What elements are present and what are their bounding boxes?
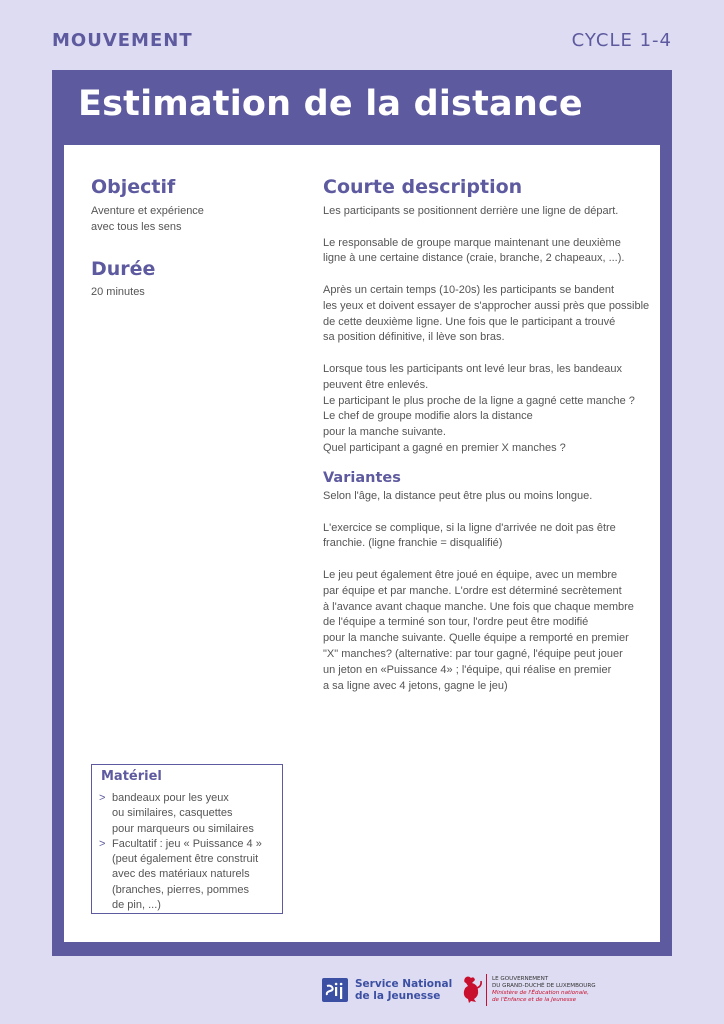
bullet-icon: > <box>99 837 106 850</box>
text-line: Facultatif : jeu « Puissance 4 » <box>112 837 262 850</box>
snj-logo-icon <box>322 978 348 1002</box>
text-line: a sa ligne avec 4 jetons, gagne le jeu) <box>323 679 508 692</box>
text-line: Ministère de l'Éducation nationale, <box>492 990 589 996</box>
objectif-text <box>91 204 204 236</box>
text-line: Après un certain temps (10-20s) les participants se bandent <box>323 283 615 296</box>
description-body <box>323 204 649 457</box>
variantes-heading: Variantes <box>323 470 401 486</box>
variantes-paragraph <box>323 489 634 505</box>
description-paragraph <box>323 204 649 220</box>
variantes-paragraph <box>323 521 634 553</box>
text-line: de l'Enfance et de la Jeunesse <box>492 997 577 1003</box>
text-line: Le chef de groupe modifie alors la distance <box>323 410 533 423</box>
text-line: peuvent être enlevés. <box>323 378 429 391</box>
text-line: (branches, pierres, pommes <box>112 883 249 896</box>
text-line: LE GOUVERNEMENT <box>492 976 549 982</box>
duree-heading: Durée <box>91 258 156 280</box>
red-lion-icon <box>459 974 483 1004</box>
text-line: ligne à une certaine distance (craie, branche, 2 chapeaux, ...). <box>323 252 625 265</box>
text-line: de pin, ...) <box>112 899 161 912</box>
text-line: Les participants se positionnent derrière une ligne de départ. <box>323 205 619 217</box>
description-paragraph <box>323 236 649 268</box>
logo-divider <box>486 974 487 1006</box>
text-line: de la Jeunesse <box>355 990 441 1002</box>
text-line: de cette deuxième ligne. Une fois que le participant a trouvé <box>323 315 616 328</box>
text-line: un jeton en «Puissance 4» ; l'équipe, qui réalise en premier <box>323 663 612 676</box>
text-line: DU GRAND-DUCHÉ DE LUXEMBOURG <box>492 983 596 989</box>
text-line: Selon l'âge, la distance peut être plus ou moins longue. <box>323 490 593 502</box>
text-line: par équipe et par manche. L'ordre est déterminé secrètement <box>323 584 622 597</box>
text-line: à l'avance avant chaque manche. Une fois que chaque membre <box>323 600 634 613</box>
text-line: pour la manche suivante. <box>323 426 446 439</box>
text-line: Le responsable de groupe marque maintenant une deuxième <box>323 236 621 249</box>
text-line: Lorsque tous les participants ont levé leur bras, les bandeaux <box>323 362 623 375</box>
text-line: "X" manches? (alternative: par tour gagné, l'équipe peut jouer <box>323 647 623 660</box>
text-line: Le participant le plus proche de la ligne a gagné cette manche ? <box>323 394 635 407</box>
text-line: de l'équipe a terminé son tour, l'ordre peut être modifié <box>323 616 589 629</box>
text-line: ou similaires, casquettes <box>112 807 233 820</box>
text-line: pour la manche suivante. Quelle équipe a remporté en premier <box>323 632 629 645</box>
materiel-list <box>99 791 262 913</box>
text-line: franchie. (ligne franchie = disqualifié) <box>323 537 503 550</box>
bullet-icon: > <box>99 792 106 804</box>
government-text <box>492 976 596 1004</box>
page-title: Estimation de la distance <box>78 84 583 124</box>
list-item <box>99 837 262 913</box>
objectif-line: Aventure et expérience <box>91 205 204 217</box>
text-line: Le jeu peut également être joué en équipe, avec un membre <box>323 568 618 581</box>
duree-value: 20 minutes <box>91 286 145 298</box>
text-line: Quel participant a gagné en premier X manches ? <box>323 441 566 454</box>
text-line: pour marqueurs ou similaires <box>112 822 254 835</box>
text-line: (peut également être construit <box>112 853 259 866</box>
category-label: MOUVEMENT <box>52 30 193 51</box>
text-line: bandeaux pour les yeux <box>112 792 229 804</box>
snj-name <box>355 978 452 1002</box>
materiel-heading: Matériel <box>101 769 162 784</box>
description-heading: Courte description <box>323 176 523 198</box>
text-line: sa position définitive, il lève son bras. <box>323 331 505 344</box>
list-item <box>99 791 262 837</box>
text-line: avec des matériaux naturels <box>112 868 250 881</box>
text-line: Service National <box>355 978 453 990</box>
description-paragraph <box>323 283 649 346</box>
text-line: les yeux et doivent essayer de s'approcher aussi près que possible <box>323 299 650 312</box>
description-paragraph <box>323 362 649 457</box>
objectif-line: avec tous les sens <box>91 220 182 233</box>
variantes-paragraph <box>323 568 634 694</box>
cycle-label: CYCLE 1-4 <box>571 30 672 51</box>
variantes-body <box>323 489 634 694</box>
objectif-heading: Objectif <box>91 176 176 198</box>
text-line: L'exercice se complique, si la ligne d'arrivée ne doit pas être <box>323 521 616 534</box>
